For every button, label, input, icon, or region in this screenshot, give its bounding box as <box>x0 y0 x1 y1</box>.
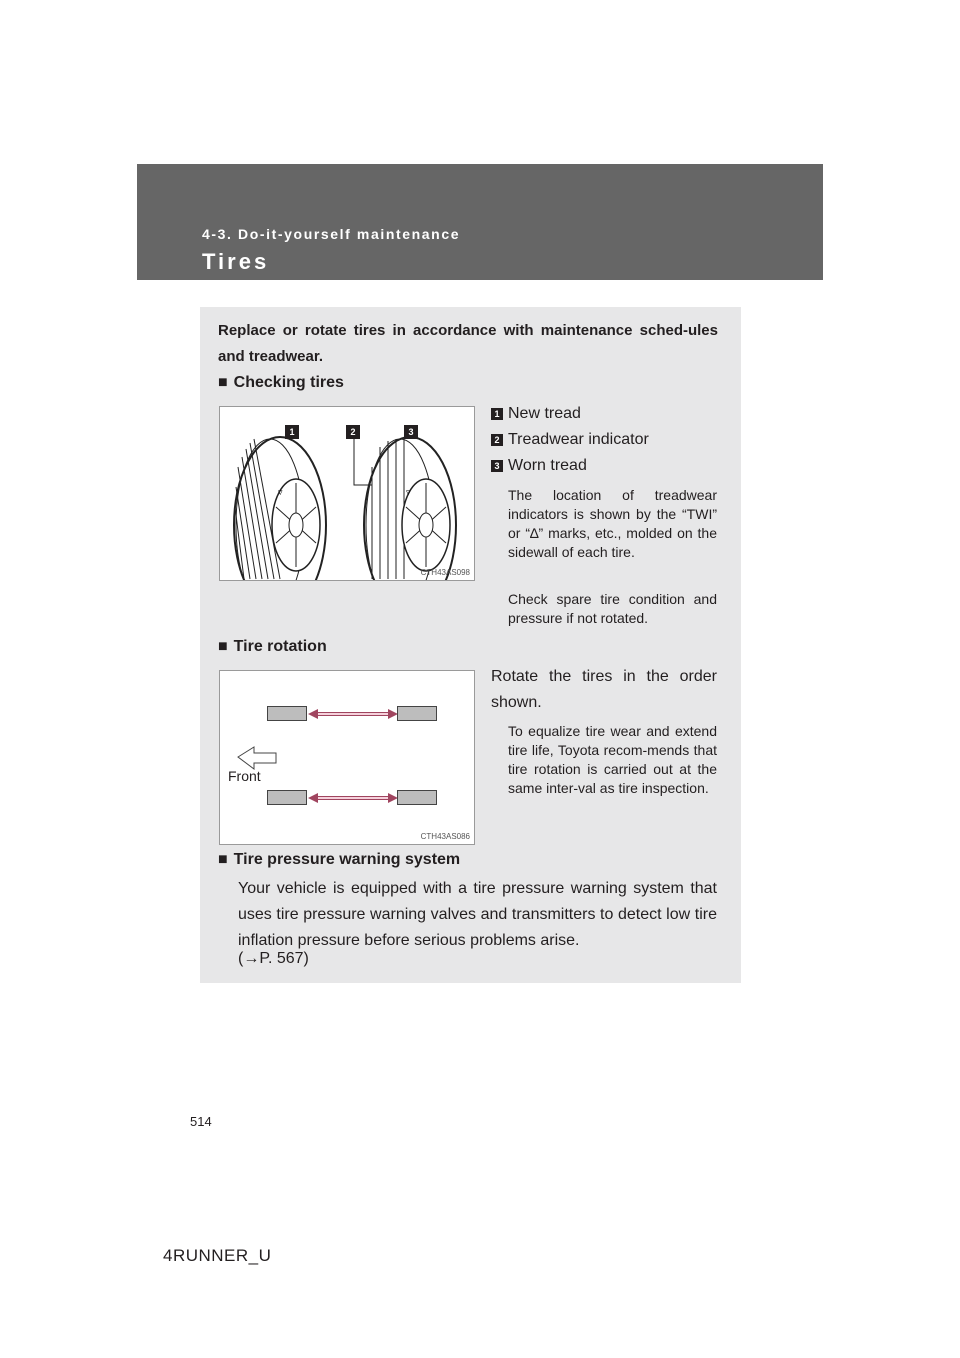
section-title: 4-3. Do-it-yourself maintenance <box>202 226 461 242</box>
tire-rotation-heading <box>218 638 327 656</box>
svg-text:▿: ▿ <box>278 488 283 498</box>
page-number: 514 <box>190 1114 212 1129</box>
legend-item <box>491 427 721 453</box>
rotation-note: To equalize tire wear and extend tire life, Toyota recom-mends that tire rotation is carried out at the same inter-val as tire inspection. <box>508 723 717 796</box>
number-2-icon: 2 <box>491 434 503 446</box>
front-label: Front <box>228 768 261 784</box>
number-3-icon: 3 <box>491 460 503 472</box>
callout-3-icon: 3 <box>404 425 418 439</box>
new-tread-tire-image <box>234 437 326 580</box>
legend-label: New tread <box>508 405 581 422</box>
rotation-text: Rotate the tires in the order shown. <box>491 668 717 711</box>
spare-tire-note: Check spare tire condition and pressure if not rotated. <box>508 591 717 626</box>
legend-label: Worn tread <box>508 457 587 474</box>
tread-figure <box>219 406 475 581</box>
bullet-square-icon: ■ <box>218 374 228 391</box>
figure-code: CTH43AS086 <box>420 832 470 841</box>
section-header <box>137 164 823 280</box>
rotation-figure <box>219 670 475 845</box>
tire-front-left <box>267 706 307 721</box>
pressure-warning-heading-label: Tire pressure warning system <box>233 851 461 868</box>
page-title: Tires <box>202 249 270 274</box>
tire-front-right <box>267 790 307 805</box>
front-arrow-icon <box>238 747 276 769</box>
intro-text: Replace or rotate tires in accordance with maintenance sched-ules and treadwear. <box>218 322 718 365</box>
pressure-warning-text: Your vehicle is equipped with a tire pressure warning system that uses tire pressure warning valves and transmitters to detect low tire inflation pressure before serious problems arise. <box>238 880 717 949</box>
tire-rear-right <box>397 790 437 805</box>
legend-item <box>491 401 721 427</box>
checking-tires-heading <box>218 374 344 392</box>
svg-text:▿: ▿ <box>406 488 411 498</box>
tire-rear-left <box>397 706 437 721</box>
callout-1-icon: 1 <box>285 425 299 439</box>
tread-legend <box>491 401 721 479</box>
callout-2-icon: 2 <box>346 425 360 439</box>
worn-tread-tire-image <box>364 437 456 580</box>
legend-item <box>491 453 721 479</box>
tire-rotation-heading-label: Tire rotation <box>233 638 327 655</box>
bullet-square-icon: ■ <box>218 851 228 868</box>
rotation-diagram <box>220 671 474 844</box>
legend-label: Treadwear indicator <box>508 431 649 448</box>
page-reference-link[interactable]: (→P. 567) <box>238 950 309 967</box>
treadwear-note: The location of treadwear indicators is shown by the “TWI” or “∆” marks, etc., molded on the sidewall of each tire. <box>508 487 717 560</box>
checking-tires-heading-label: Checking tires <box>233 374 344 391</box>
figure-code: CTH43AS098 <box>420 568 470 577</box>
bullet-square-icon: ■ <box>218 638 228 655</box>
pressure-warning-heading <box>218 851 460 869</box>
number-1-icon: 1 <box>491 408 503 420</box>
model-code: 4RUNNER_U <box>163 1246 272 1265</box>
